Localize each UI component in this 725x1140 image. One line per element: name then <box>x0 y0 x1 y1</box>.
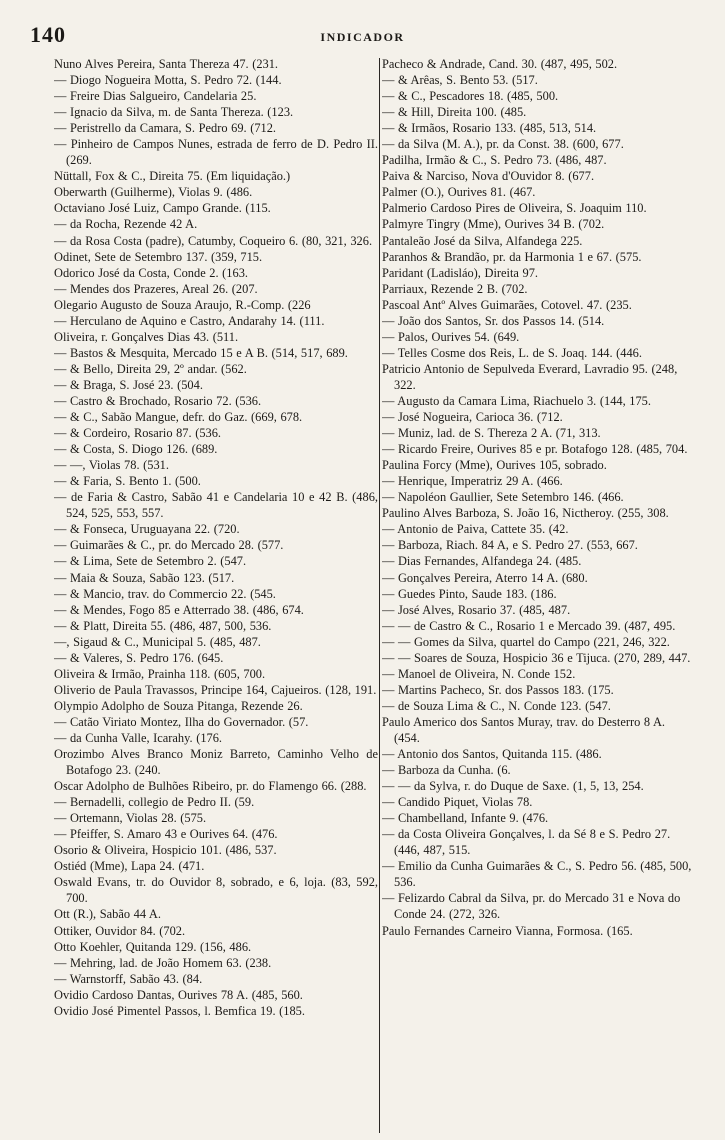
directory-entry: — Candido Piquet, Violas 78. <box>382 795 533 810</box>
directory-entry: Odorico José da Costa, Conde 2. (163. <box>54 265 248 280</box>
directory-entry: — Ortemann, Violas 28. (575. <box>54 811 207 826</box>
directory-entry: — Mendes dos Prazeres, Areal 26. (207. <box>54 281 258 296</box>
directory-entry: — Catão Viriato Montez, Ilha do Governador. (57. <box>54 714 309 729</box>
directory-entry: Oberwarth (Guilherme), Violas 9. (486. <box>54 185 253 200</box>
directory-entry: Oliveira & Irmão, Prainha 118. (605, 700. <box>54 666 266 681</box>
directory-entry: Palmerio Cardoso Pires de Oliveira, S. Joaquim 110. <box>382 201 647 216</box>
directory-entry: — Pinheiro de Campos Nunes, estrada de ferro de D. Pedro II. (269. <box>54 137 378 168</box>
directory-entry: — & Mendes, Fogo 85 e Atterrado 38. (486, 674. <box>54 602 304 617</box>
directory-entry: — & Arêas, S. Bento 53. (517. <box>382 73 538 88</box>
directory-entry: — Telles Cosme dos Reis, L. de S. Joaq. 144. (446. <box>382 345 642 360</box>
directory-entry: — & Mancio, trav. do Commercio 22. (545. <box>54 586 276 601</box>
directory-entry: — Martins Pacheco, Sr. dos Passos 183. (175. <box>382 682 614 697</box>
directory-entry: — Palos, Ourives 54. (649. <box>382 329 520 344</box>
directory-entry: — Bastos & Mesquita, Mercado 15 e A B. (514, 517, 689. <box>54 345 348 360</box>
directory-entry: — Ignacio da Silva, m. de Santa Thereza. (123. <box>54 105 294 120</box>
column-divider <box>379 58 380 1133</box>
directory-entry: Olympio Adolpho de Souza Pitanga, Rezende 26. <box>54 698 303 713</box>
directory-entry: — Ricardo Freire, Ourives 85 e pr. Botafogo 128. (485, 704. <box>382 442 688 457</box>
directory-entry: Palmyre Tingry (Mme), Ourives 34 B. (702. <box>382 217 605 232</box>
directory-entry: — Antonio dos Santos, Quitanda 115. (486. <box>382 747 602 762</box>
directory-entry: Ostiéd (Mme), Lapa 24. (471. <box>54 859 205 874</box>
directory-entry: — da Silva (M. A.), pr. da Const. 38. (600, 677. <box>382 137 624 152</box>
directory-entry: — & Platt, Direita 55. (486, 487, 500, 536. <box>54 618 272 633</box>
left-column <box>54 56 378 1136</box>
directory-entry: Palmer (O.), Ourives 81. (467. <box>382 185 536 200</box>
directory-entry: — Freire Dias Salgueiro, Candelaria 25. <box>54 89 257 104</box>
directory-entry: Patricio Antonio de Sepulveda Everard, Lavradio 95. (248, 322. <box>382 361 678 392</box>
directory-entry: — & C., Pescadores 18. (485, 500. <box>382 89 559 104</box>
directory-entry: — & Fonseca, Uruguayana 22. (720. <box>54 522 240 537</box>
directory-entry: Orozimbo Alves Branco Moniz Barreto, Caminho Velho de Botafogo 23. (240. <box>54 747 378 778</box>
directory-entry: Oswald Evans, tr. do Ouvidor 8, sobrado, e 6, loja. (83, 592, 700. <box>54 875 378 906</box>
directory-entry: — da Cunha Valle, Icarahy. (176. <box>54 730 222 745</box>
directory-entry: — José Nogueira, Carioca 36. (712. <box>382 410 563 425</box>
directory-entry: Ovidio Cardoso Dantas, Ourives 78 A. (485, 560. <box>54 987 303 1002</box>
directory-entry: — Dias Fernandes, Alfandega 24. (485. <box>382 554 582 569</box>
directory-entry: — — da Sylva, r. do Duque de Saxe. (1, 5, 13, 254. <box>382 779 644 794</box>
directory-entry: Pascoal Antº Alves Guimarães, Cotovel. 47. (235. <box>382 297 632 312</box>
directory-entry: — Warnstorff, Sabão 43. (84. <box>54 971 203 986</box>
directory-entry: — José Alves, Rosario 37. (485, 487. <box>382 602 571 617</box>
directory-entry: Ottiker, Ouvidor 84. (702. <box>54 923 186 938</box>
directory-entry: — & Braga, S. José 23. (504. <box>54 377 203 392</box>
directory-entry: — da Costa Oliveira Gonçalves, l. da Sé 8 e S. Pedro 27. (446, 487, 515. <box>382 827 671 858</box>
directory-entry: — Emilio da Cunha Guimarães & C., S. Pedro 56. (485, 500, 536. <box>382 859 692 890</box>
directory-entry: Oliveira, r. Gonçalves Dias 43. (511. <box>54 329 239 344</box>
directory-entry: — Pfeiffer, S. Amaro 43 e Ourives 64. (476. <box>54 827 278 842</box>
directory-entry: — de Faria & Castro, Sabão 41 e Candelaria 10 e 42 B. (486, 524, 525, 553, 557. <box>54 490 378 521</box>
running-title: INDICADOR <box>320 30 405 44</box>
directory-entry: —, Sigaud & C., Municipal 5. (485, 487. <box>54 634 261 649</box>
directory-entry: Olegario Augusto de Souza Araujo, R.-Comp. (226 <box>54 297 311 312</box>
directory-entry: — & Valeres, S. Pedro 176. (645. <box>54 650 224 665</box>
directory-entry: — —, Violas 78. (531. <box>54 458 169 473</box>
directory-entry: Osorio & Oliveira, Hospicio 101. (486, 537. <box>54 843 277 858</box>
directory-entry: Oliverio de Paula Travassos, Principe 164, Cajueiros. (128, 191. <box>54 682 377 697</box>
directory-entry: — Gonçalves Pereira, Aterro 14 A. (680. <box>382 570 588 585</box>
directory-entry: Paulino Alves Barboza, S. João 16, Nictheroy. (255, 308. <box>382 506 669 521</box>
directory-entry: — & Lima, Sete de Setembro 2. (547. <box>54 554 247 569</box>
directory-entry: Pacheco & Andrade, Cand. 30. (487, 495, 502. <box>382 57 618 71</box>
directory-entry: Odinet, Sete de Setembro 137. (359, 715. <box>54 249 263 264</box>
directory-entry: Paiva & Narciso, Nova d'Ouvidor 8. (677. <box>382 169 595 184</box>
directory-entry: — & Hill, Direita 100. (485. <box>382 105 527 120</box>
directory-entry: — Bernadelli, collegio de Pedro II. (59. <box>54 795 255 810</box>
directory-entry: Paulina Forcy (Mme), Ourives 105, sobrado. <box>382 458 607 473</box>
directory-entry: Parriaux, Rezende 2 B. (702. <box>382 281 528 296</box>
directory-entry: — da Rocha, Rezende 42 A. <box>54 217 198 232</box>
directory-entry: — Guimarães & C., pr. do Mercado 28. (577. <box>54 538 284 553</box>
directory-entry: Oscar Adolpho de Bulhões Ribeiro, pr. do Flamengo 66. (288. <box>54 779 367 794</box>
directory-entry: — Barboza, Riach. 84 A, e S. Pedro 27. (553, 667. <box>382 538 638 553</box>
right-column <box>382 56 692 1136</box>
directory-entry: — — de Castro & C., Rosario 1 e Mercado 39. (487, 495. <box>382 618 676 633</box>
directory-entry: Paranhos & Brandão, pr. da Harmonia 1 e 67. (575. <box>382 249 642 264</box>
page-number: 140 <box>30 22 66 47</box>
directory-entry: Octaviano José Luiz, Campo Grande. (115. <box>54 201 271 216</box>
directory-entry: — Herculano de Aquino e Castro, Andarahy 14. (111. <box>54 313 325 328</box>
directory-entry: — Mehring, lad. de João Homem 63. (238. <box>54 955 272 970</box>
directory-entry: — de Souza Lima & C., N. Conde 123. (547. <box>382 698 611 713</box>
directory-entry: — Guedes Pinto, Saude 183. (186. <box>382 586 557 601</box>
directory-entry: — & C., Sabão Mangue, defr. do Gaz. (669, 678. <box>54 410 303 425</box>
directory-entry: — & Irmãos, Rosario 133. (485, 513, 514. <box>382 121 597 136</box>
directory-entry: — & Faria, S. Bento 1. (500. <box>54 474 201 489</box>
directory-entry: — — Soares de Souza, Hospicio 36 e Tijuca. (270, 289, 447. <box>382 650 691 665</box>
directory-entry: — Peristrello da Camara, S. Pedro 69. (712. <box>54 121 277 136</box>
directory-entry: Ott (R.), Sabão 44 A. <box>54 907 161 922</box>
directory-entry: Nüttall, Fox & C., Direita 75. (Em liquidação.) <box>54 169 291 184</box>
directory-entry: — Barboza da Cunha. (6. <box>382 763 511 778</box>
directory-entry: Ovidio José Pimentel Passos, l. Bemfica 19. (185. <box>54 1003 305 1018</box>
directory-entry: Paulo Americo dos Santos Muray, trav. do Desterro 8 A. (454. <box>382 714 666 745</box>
directory-entry: — Muniz, lad. de S. Thereza 2 A. (71, 313. <box>382 426 601 441</box>
page-header <box>0 0 725 52</box>
directory-entry: Padilha, Irmão & C., S. Pedro 73. (486, 487. <box>382 153 607 168</box>
directory-entry: — Chambelland, Infante 9. (476. <box>382 811 549 826</box>
directory-entry: — Maia & Souza, Sabão 123. (517. <box>54 570 235 585</box>
directory-entry: — — Gomes da Silva, quartel do Campo (221, 246, 322. <box>382 634 670 649</box>
directory-entry: — da Rosa Costa (padre), Catumby, Coqueiro 6. (80, 321, 326. <box>54 233 373 248</box>
directory-entry: — Antonio de Paiva, Cattete 35. (42. <box>382 522 569 537</box>
directory-entry: Nuno Alves Pereira, Santa Thereza 47. (231. <box>54 57 279 71</box>
directory-entry: Paridant (Ladisláo), Direita 97. <box>382 265 538 280</box>
directory-entry: — Manoel de Oliveira, N. Conde 152. <box>382 666 576 681</box>
directory-entry: — & Bello, Direita 29, 2º andar. (562. <box>54 361 247 376</box>
directory-entry: — Napoléon Gaullier, Sete Setembro 146. (466. <box>382 490 624 505</box>
directory-entry: — Augusto da Camara Lima, Riachuelo 3. (144, 175. <box>382 393 651 408</box>
directory-entry: — João dos Santos, Sr. dos Passos 14. (514. <box>382 313 605 328</box>
directory-entry: — Henrique, Imperatriz 29 A. (466. <box>382 474 563 489</box>
directory-entry: Otto Koehler, Quitanda 129. (156, 486. <box>54 939 252 954</box>
directory-entry: Paulo Fernandes Carneiro Vianna, Formosa. (165. <box>382 923 633 938</box>
directory-entry: — & Cordeiro, Rosario 87. (536. <box>54 426 222 441</box>
directory-entry: — Castro & Brochado, Rosario 72. (536. <box>54 393 262 408</box>
directory-entry: — Diogo Nogueira Motta, S. Pedro 72. (144. <box>54 73 282 88</box>
directory-entry: Pantaleão José da Silva, Alfandega 225. <box>382 233 583 248</box>
directory-entry: — & Costa, S. Diogo 126. (689. <box>54 442 218 457</box>
directory-entry: — Felizardo Cabral da Silva, pr. do Mercado 31 e Nova do Conde 24. (272, 326. <box>382 891 681 922</box>
